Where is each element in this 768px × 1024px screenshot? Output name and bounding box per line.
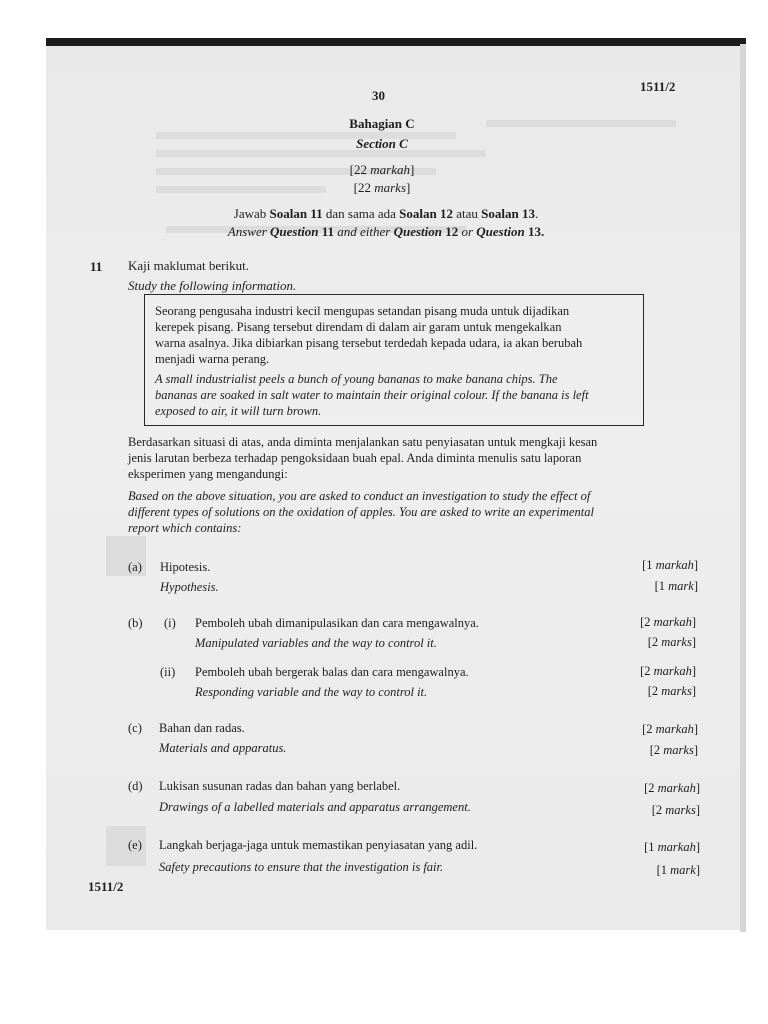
mark-en: [1 mark] bbox=[654, 579, 698, 593]
mark-ms: [2 markah] bbox=[644, 781, 700, 795]
part-text-ms: Pemboleh ubah dimanipulasikan dan cara mengawalnya. bbox=[195, 616, 479, 630]
question-intro-ms: Kaji maklumat berikut. bbox=[128, 258, 249, 273]
paper-code-header: 1511/2 bbox=[640, 79, 676, 94]
mark-en: [1 mark] bbox=[656, 863, 700, 877]
page-number: 30 bbox=[372, 88, 385, 103]
part-label: (e) bbox=[128, 838, 142, 852]
photo-right-edge bbox=[740, 44, 746, 932]
part-text-ms: Lukisan susunan radas dan bahan yang berlabel. bbox=[159, 779, 401, 793]
part-text-en: Responding variable and the way to control it. bbox=[195, 685, 428, 699]
mark-ms: [1 markah] bbox=[644, 840, 700, 854]
mark-en: [2 marks] bbox=[649, 743, 698, 757]
task-text-ms: Berdasarkan situasi di atas, anda diminta menjalankan satu penyiasatan untuk mengkaji kesan jenis larutan berbeza terhadap pengoksidaan buah epal. Anda diminta menulis satu laporan eksperimen yang mengandungi: bbox=[128, 435, 598, 481]
part-text-en: Manipulated variables and the way to control it. bbox=[195, 636, 437, 650]
part-text-ms: Pemboleh ubah bergerak balas dan cara mengawalnya. bbox=[195, 665, 469, 679]
task-text-en: Based on the above situation, you are asked to conduct an investigation to study the effect of different types of solutions on the oxidation of apples. You are asked to write an experimental report which contains: bbox=[128, 489, 594, 535]
mark-en: [2 marks] bbox=[651, 803, 700, 817]
part-text-ms: Langkah berjaga-jaga untuk memastikan penyiasatan yang adil. bbox=[159, 838, 478, 852]
subpart-label: (ii) bbox=[160, 665, 176, 679]
exam-page bbox=[46, 46, 742, 930]
part-text-en: Drawings of a labelled materials and apparatus arrangement. bbox=[159, 800, 471, 814]
box-text-en: A small industrialist peels a bunch of young bananas to make banana chips. The bananas are soaked in salt water to maintain their original colour. If the banana is left exposed to air, it will turn brown. bbox=[155, 372, 589, 418]
mark-ms: [2 markah] bbox=[640, 615, 696, 629]
part-text-ms: Hipotesis. bbox=[160, 560, 211, 574]
question-intro-en: Study the following information. bbox=[128, 278, 297, 293]
mark-en: [2 marks] bbox=[647, 684, 696, 698]
part-label: (d) bbox=[128, 779, 143, 793]
mark-ms: [2 markah] bbox=[640, 664, 696, 678]
instruction-en: Answer Question 11 and either Question 12 or Question 13. bbox=[227, 224, 545, 239]
part-text-en: Materials and apparatus. bbox=[159, 741, 287, 755]
paper-code-footer: 1511/2 bbox=[88, 879, 124, 894]
part-label: (c) bbox=[128, 721, 142, 735]
part-text-ms: Bahan dan radas. bbox=[159, 721, 245, 735]
box-text-ms: Seorang pengusaha industri kecil mengupas setandan pisang muda untuk dijadikan kerepek pisang. Pisang tersebut direndam di dalam air garam untuk mengekalkan warna asalnya. Jika dibiarkan pisang tersebut terdedah kepada udara, ia akan berubah menjadi warna perang. bbox=[155, 304, 583, 366]
information-box bbox=[144, 294, 644, 426]
section-title-ms: Bahagian C bbox=[349, 116, 415, 131]
section-marks-ms: [22 markah] bbox=[349, 162, 415, 177]
question-number: 11 bbox=[90, 259, 103, 274]
mark-en: [2 marks] bbox=[647, 635, 696, 649]
section-title-en: Section C bbox=[356, 136, 408, 151]
part-text-en: Hypothesis. bbox=[160, 580, 219, 594]
section-marks-en: [22 marks] bbox=[353, 180, 411, 195]
instruction-ms: Jawab Soalan 11 dan sama ada Soalan 12 atau Soalan 13. bbox=[233, 206, 539, 221]
mark-ms: [2 markah] bbox=[642, 722, 698, 736]
subpart-label: (i) bbox=[164, 616, 176, 630]
part-text-en: Safety precautions to ensure that the investigation is fair. bbox=[159, 860, 444, 874]
part-label: (b) bbox=[128, 616, 143, 630]
part-label: (a) bbox=[128, 560, 142, 574]
mark-ms: [1 markah] bbox=[642, 558, 698, 572]
